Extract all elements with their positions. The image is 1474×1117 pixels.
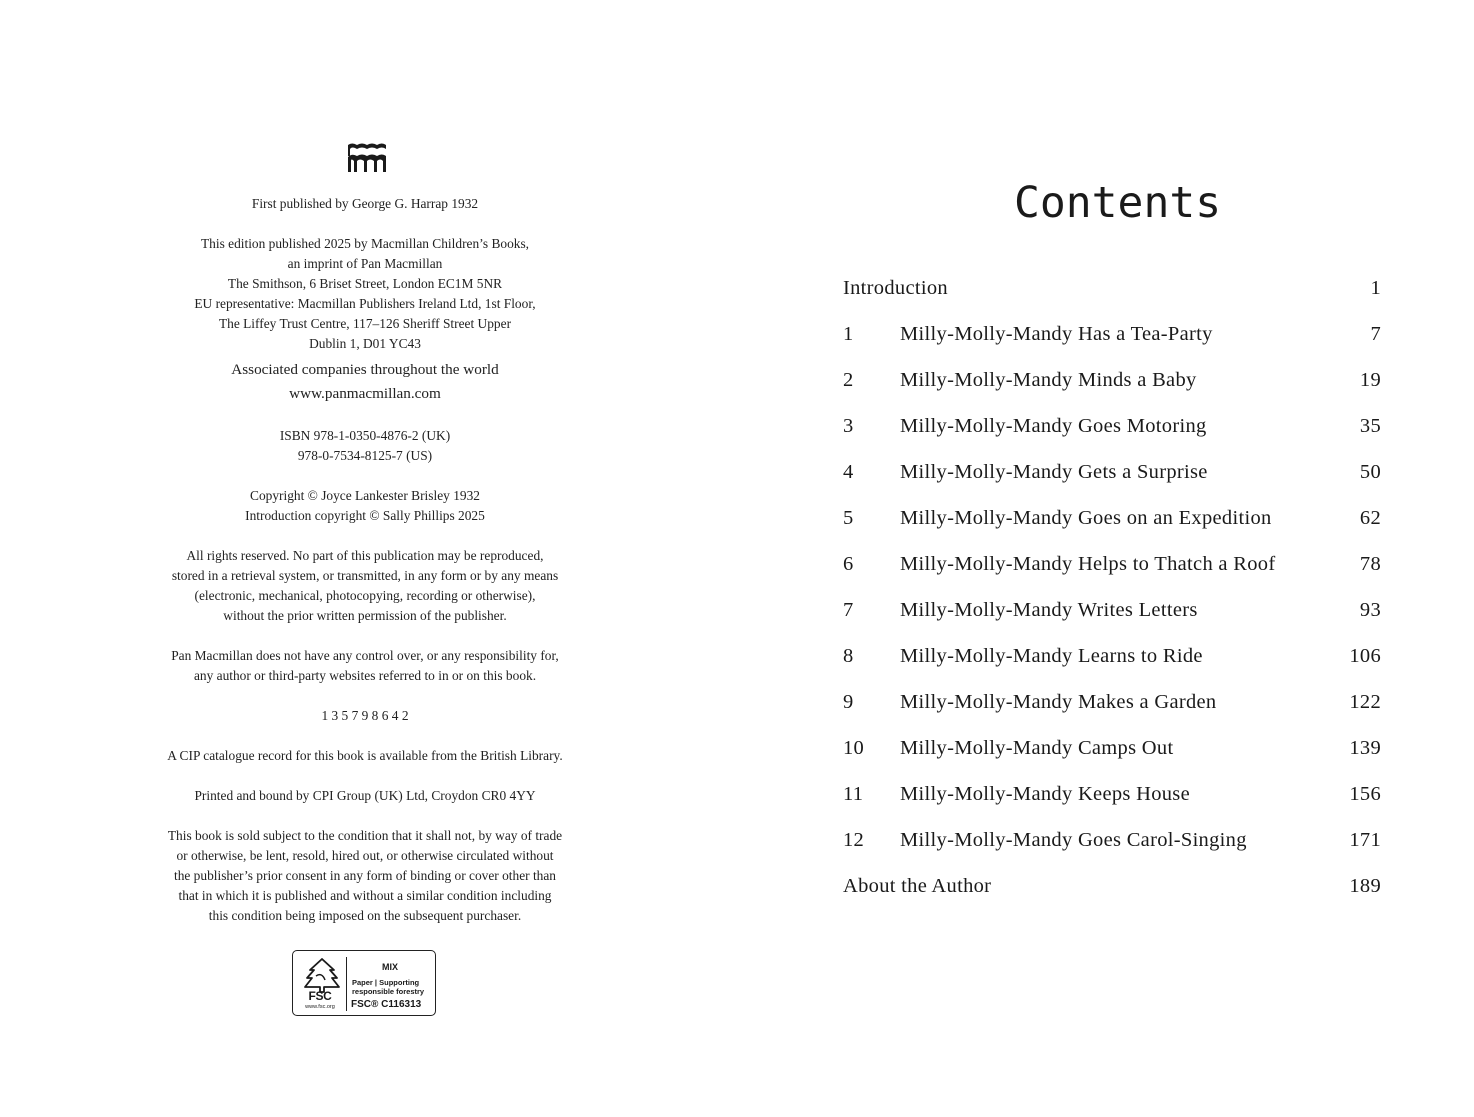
- chapter-title: Milly-Molly-Mandy Minds a Baby: [900, 369, 1197, 391]
- first-published: First published by George G. Harrap 1932: [251, 196, 479, 211]
- contents-title: Contents: [1014, 178, 1222, 228]
- edition-block: [80, 234, 650, 354]
- toc-row-chapter[interactable]: [843, 365, 1381, 395]
- fsc-line1: Paper | Supporting: [352, 978, 420, 987]
- rights-line: stored in a retrieval system, or transmitted, in any form or by any means: [171, 568, 559, 583]
- chapter-title: Milly-Molly-Mandy Camps Out: [900, 737, 1174, 759]
- chapter-title: Milly-Molly-Mandy Goes on an Expedition: [900, 507, 1272, 529]
- chapter-title: Milly-Molly-Mandy Makes a Garden: [900, 691, 1217, 713]
- toc-page-number: 93: [1359, 599, 1381, 621]
- toc-page-number: 62: [1359, 507, 1381, 529]
- chapter-number: 2: [843, 369, 854, 391]
- intro-copyright: Introduction copyright © Sally Phillips 2025: [245, 508, 485, 523]
- edition-line: This edition published 2025 by Macmillan Children’s Books,: [200, 236, 530, 251]
- chapter-number: 8: [843, 645, 854, 667]
- toc-page-number: 189: [1349, 875, 1381, 897]
- toc-page-number: 156: [1349, 783, 1381, 805]
- toc-row-introduction[interactable]: [843, 273, 1381, 303]
- chapter-title: Milly-Molly-Mandy Keeps House: [900, 783, 1190, 805]
- toc-page-number: 139: [1349, 737, 1381, 759]
- toc-row-chapter[interactable]: [843, 641, 1381, 671]
- toc-row-chapter[interactable]: [843, 411, 1381, 441]
- rights-line: (electronic, mechanical, photocopying, recording or otherwise),: [194, 588, 536, 603]
- chapter-title: Milly-Molly-Mandy Gets a Surprise: [900, 461, 1208, 483]
- rights-line: All rights reserved. No part of this publication may be reproduced,: [186, 548, 544, 563]
- toc-introduction-label: Introduction: [843, 277, 948, 299]
- toc-row-chapter[interactable]: [843, 549, 1381, 579]
- chapter-title: Milly-Molly-Mandy Writes Letters: [900, 599, 1198, 621]
- chapter-title: Milly-Molly-Mandy Has a Tea-Party: [900, 323, 1213, 345]
- fsc-url: www.fsc.org: [305, 1004, 335, 1010]
- chapter-number: 10: [843, 737, 865, 759]
- chapter-number: 1: [843, 323, 854, 345]
- fsc-mix-label: MIX: [381, 962, 398, 972]
- print-line: 1 3 5 7 9 8 6 4 2: [321, 708, 409, 723]
- isbn-uk: ISBN 978-1-0350-4876-2 (UK): [279, 428, 451, 443]
- condition-line: the publisher’s prior consent in any form of binding or cover other than: [173, 868, 557, 883]
- chapter-number: 12: [843, 829, 865, 851]
- fsc-badge: [292, 950, 436, 1016]
- control-block: [80, 646, 650, 686]
- chapter-title: Milly-Molly-Mandy Helps to Thatch a Roof: [900, 553, 1276, 575]
- toc-row-chapter[interactable]: [843, 779, 1381, 809]
- toc-about-label: About the Author: [843, 875, 992, 897]
- fsc-divider: [346, 957, 347, 1011]
- toc-row-chapter[interactable]: [843, 687, 1381, 717]
- condition-line: that in which it is published and without a similar condition including: [178, 888, 552, 903]
- edition-line: EU representative: Macmillan Publishers Ireland Ltd, 1st Floor,: [194, 296, 536, 311]
- toc-row-chapter[interactable]: [843, 733, 1381, 763]
- edition-line: Dublin 1, D01 YC43: [309, 336, 421, 351]
- chapter-title: Milly-Molly-Mandy Goes Carol-Singing: [900, 829, 1247, 851]
- toc-row-chapter[interactable]: [843, 457, 1381, 487]
- website-link[interactable]: www.panmacmillan.com: [289, 385, 441, 402]
- chapter-number: 5: [843, 507, 854, 529]
- rights-block: [80, 546, 650, 626]
- edition-line: an imprint of Pan Macmillan: [287, 256, 443, 271]
- toc-page-number: 171: [1349, 829, 1381, 851]
- chapter-number: 6: [843, 553, 854, 575]
- printed-by: Printed and bound by CPI Group (UK) Ltd, Croydon CR0 4YY: [194, 788, 536, 803]
- toc-page-number: 7: [1370, 323, 1381, 345]
- chapter-title: Milly-Molly-Mandy Learns to Ride: [900, 645, 1203, 667]
- isbn-us: 978-0-7534-8125-7 (US): [297, 448, 433, 463]
- cip-record: A CIP catalogue record for this book is available from the British Library.: [167, 748, 563, 763]
- toc-page-number: 50: [1359, 461, 1381, 483]
- condition-line: This book is sold subject to the condition that it shall not, by way of trade: [167, 828, 563, 843]
- edition-line: The Liffey Trust Centre, 117–126 Sheriff Street Upper: [218, 316, 512, 331]
- chapter-number: 11: [843, 783, 864, 805]
- copyright: Copyright © Joyce Lankester Brisley 1932: [250, 488, 480, 503]
- imprint-text: [80, 194, 650, 946]
- rights-line: without the prior written permission of the publisher.: [223, 608, 507, 623]
- toc-row-chapter[interactable]: [843, 595, 1381, 625]
- chapter-number: 7: [843, 599, 854, 621]
- chapter-title: Milly-Molly-Mandy Goes Motoring: [900, 415, 1207, 437]
- macmillan-logo-icon: [347, 141, 387, 175]
- fsc-line2: responsible forestry: [352, 987, 425, 996]
- chapter-number: 4: [843, 461, 854, 483]
- control-line: Pan Macmillan does not have any control over, or any responsibility for,: [171, 648, 559, 663]
- toc-row-chapter[interactable]: [843, 825, 1381, 855]
- edition-line: The Smithson, 6 Briset Street, London EC1M 5NR: [227, 276, 503, 291]
- toc-page-number: 19: [1359, 369, 1381, 391]
- toc-page-number: 1: [1370, 277, 1381, 299]
- toc-page-number: 78: [1359, 553, 1381, 575]
- condition-line: this condition being imposed on the subsequent purchaser.: [208, 908, 522, 923]
- toc-page-number: 35: [1359, 415, 1381, 437]
- chapter-number: 3: [843, 415, 854, 437]
- condition-line: or otherwise, be lent, resold, hired out, or otherwise circulated without: [176, 848, 554, 863]
- imprint-page: [0, 0, 730, 1117]
- toc-page-number: 122: [1349, 691, 1381, 713]
- chapter-number: 9: [843, 691, 854, 713]
- fsc-code: FSC® C116313: [351, 999, 422, 1010]
- fsc-brand: FSC: [308, 989, 332, 1003]
- control-line: any author or third-party websites referred to in or on this book.: [193, 668, 537, 683]
- associated-companies: Associated companies throughout the world: [231, 361, 499, 378]
- toc-page-number: 106: [1349, 645, 1381, 667]
- toc-row-chapter[interactable]: [843, 503, 1381, 533]
- toc-row-about-author[interactable]: [843, 871, 1381, 901]
- condition-block: [80, 826, 650, 926]
- toc-row-chapter[interactable]: [843, 319, 1381, 349]
